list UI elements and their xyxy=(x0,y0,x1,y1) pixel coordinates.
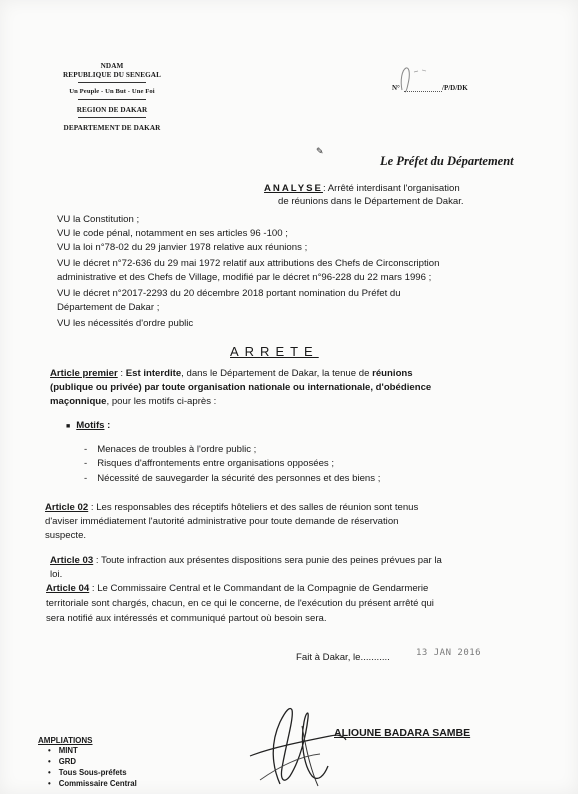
fait-a-dots: ........... xyxy=(360,652,390,663)
header-devise: Un Peuple - Un But - Une Foi xyxy=(69,88,155,95)
article1-line-2: (publique ou privée) par toute organisation nationale ou internationale, d'obédience xyxy=(50,382,432,393)
dash-icon: - xyxy=(84,473,88,484)
bullet-icon: • xyxy=(48,746,51,755)
ref-prefix: N° xyxy=(392,84,400,92)
header-rule xyxy=(78,99,146,100)
article2-line-2: d'aviser immédiatement l'autorité administrative pour toute demande de réservation xyxy=(45,516,399,527)
article1-line3-text: , pour les motifs ci-après : xyxy=(106,396,217,407)
article1-sep: : xyxy=(117,368,126,379)
bullet-icon: • xyxy=(48,779,51,788)
header-region: REGION DE DAKAR xyxy=(76,106,148,114)
ref-suffix: /P/D/DK xyxy=(442,84,468,92)
motif-text: Nécessité de sauvegarder la sécurité des personnes et des biens ; xyxy=(97,473,381,484)
vu-line: Département de Dakar ; xyxy=(57,302,160,313)
article1-line-3 xyxy=(50,396,216,408)
dash-icon: - xyxy=(84,458,88,469)
article4-line-1 xyxy=(46,583,428,595)
motifs-label: Motifs xyxy=(76,420,105,431)
header-rule xyxy=(78,82,146,83)
bullet-icon: ■ xyxy=(66,423,71,430)
vu-line: VU le décret n°72-636 du 29 mai 1972 relatif aux attributions des Chefs de Circonscription xyxy=(57,258,440,269)
ampliation-text: Tous Sous-préfets xyxy=(58,768,127,777)
motif-text: Risques d'affrontements entre organisations opposées ; xyxy=(97,458,335,469)
motifs-heading xyxy=(66,420,110,433)
article2-line-1 xyxy=(45,502,418,514)
analyse-text-1: : Arrêté interdisant l'organisation xyxy=(322,183,460,194)
ampliation-text: GRD xyxy=(58,757,77,766)
bullet-icon: • xyxy=(48,768,51,777)
article1-bold1: Est interdite xyxy=(125,368,182,379)
header-departement: DEPARTEMENT DE DAKAR xyxy=(63,124,161,132)
fait-a-line xyxy=(296,652,390,664)
article3-label: Article 03 xyxy=(50,555,94,566)
motif-item xyxy=(84,473,380,485)
article3-line-2: loi. xyxy=(50,569,63,580)
article3-line-1 xyxy=(50,555,442,567)
article2-label: Article 02 xyxy=(45,502,89,513)
analyse-line-1 xyxy=(264,183,460,195)
ampliation-item xyxy=(48,779,137,788)
vu-line: VU le décret n°2017-2293 du 20 décembre 2018 portant nomination du Préfet du xyxy=(57,288,401,299)
vu-line: VU les nécessités d'ordre public xyxy=(57,318,194,329)
vu-line: VU la Constitution ; xyxy=(57,214,140,225)
dash-icon: - xyxy=(84,444,88,455)
article4-text-1: : Le Commissaire Central et le Commandant de la Compagnie de Gendarmerie xyxy=(89,583,429,594)
bullet-icon: • xyxy=(48,757,51,766)
vu-line: VU le code pénal, notamment en ses articles 96 -100 ; xyxy=(57,228,288,239)
header-ndam: NDAM xyxy=(100,62,124,70)
vu-line: administrative et des Chefs de Village, modifié par le décret n°96-228 du 22 mars 1996 ; xyxy=(57,272,432,283)
article3-text-1: : Toute infraction aux présentes dispositions sera punie des peines prévues par la xyxy=(93,555,442,566)
motifs-colon: : xyxy=(104,420,111,431)
article1-bold2: réunions xyxy=(372,368,413,379)
motif-item xyxy=(84,444,256,456)
header-rule xyxy=(78,117,146,118)
article4-line-2: territoriale sont chargés, chacun, en ce qui le concerne, de l'exécution du présent arrêté qui xyxy=(46,598,434,609)
ampliation-text: MINT xyxy=(58,746,78,755)
ref-dotted-line xyxy=(404,91,442,92)
signatory-name: ALIOUNE BADARA SAMBE xyxy=(334,727,471,739)
ampliation-item xyxy=(48,768,127,777)
fait-a-text: Fait à Dakar, le xyxy=(296,652,361,663)
signature-scribble xyxy=(220,696,370,792)
arrete-title: ARRETE xyxy=(230,344,319,359)
article2-text-1: : Les responsables des réceptifs hôteliers et des salles de réunion sont tenus xyxy=(88,502,419,513)
article1-line3-bold: maçonnique xyxy=(50,396,107,407)
article4-line-3: sera notifié aux intéressés et communiqué partout où besoin sera. xyxy=(46,613,327,624)
ampliation-item xyxy=(48,757,76,766)
article1-label: Article premier xyxy=(50,368,118,379)
ampliations-label: AMPLIATIONS xyxy=(38,736,93,745)
date-stamp: 13 JAN 2016 xyxy=(416,648,482,658)
ampliation-item xyxy=(48,746,78,755)
article4-label: Article 04 xyxy=(46,583,90,594)
motif-item xyxy=(84,458,334,470)
motif-text: Menaces de troubles à l'ordre public ; xyxy=(97,444,257,455)
article1-text1: , dans le Département de Dakar, la tenue de xyxy=(181,368,373,379)
vu-line: VU la loi n°78-02 du 29 janvier 1978 relative aux réunions ; xyxy=(57,242,308,253)
prefet-title: Le Préfet du Département xyxy=(380,154,514,168)
article1-line-1 xyxy=(50,368,413,380)
header-republique: REPUBLIQUE DU SENEGAL xyxy=(63,71,161,79)
analyse-label: ANALYSE xyxy=(264,183,323,194)
article2-line-3: suspecte. xyxy=(45,530,87,541)
analyse-line-2: de réunions dans le Département de Dakar. xyxy=(278,196,464,207)
small-mark: ✎ xyxy=(316,146,324,156)
ampliation-text: Commissaire Central xyxy=(58,779,137,788)
